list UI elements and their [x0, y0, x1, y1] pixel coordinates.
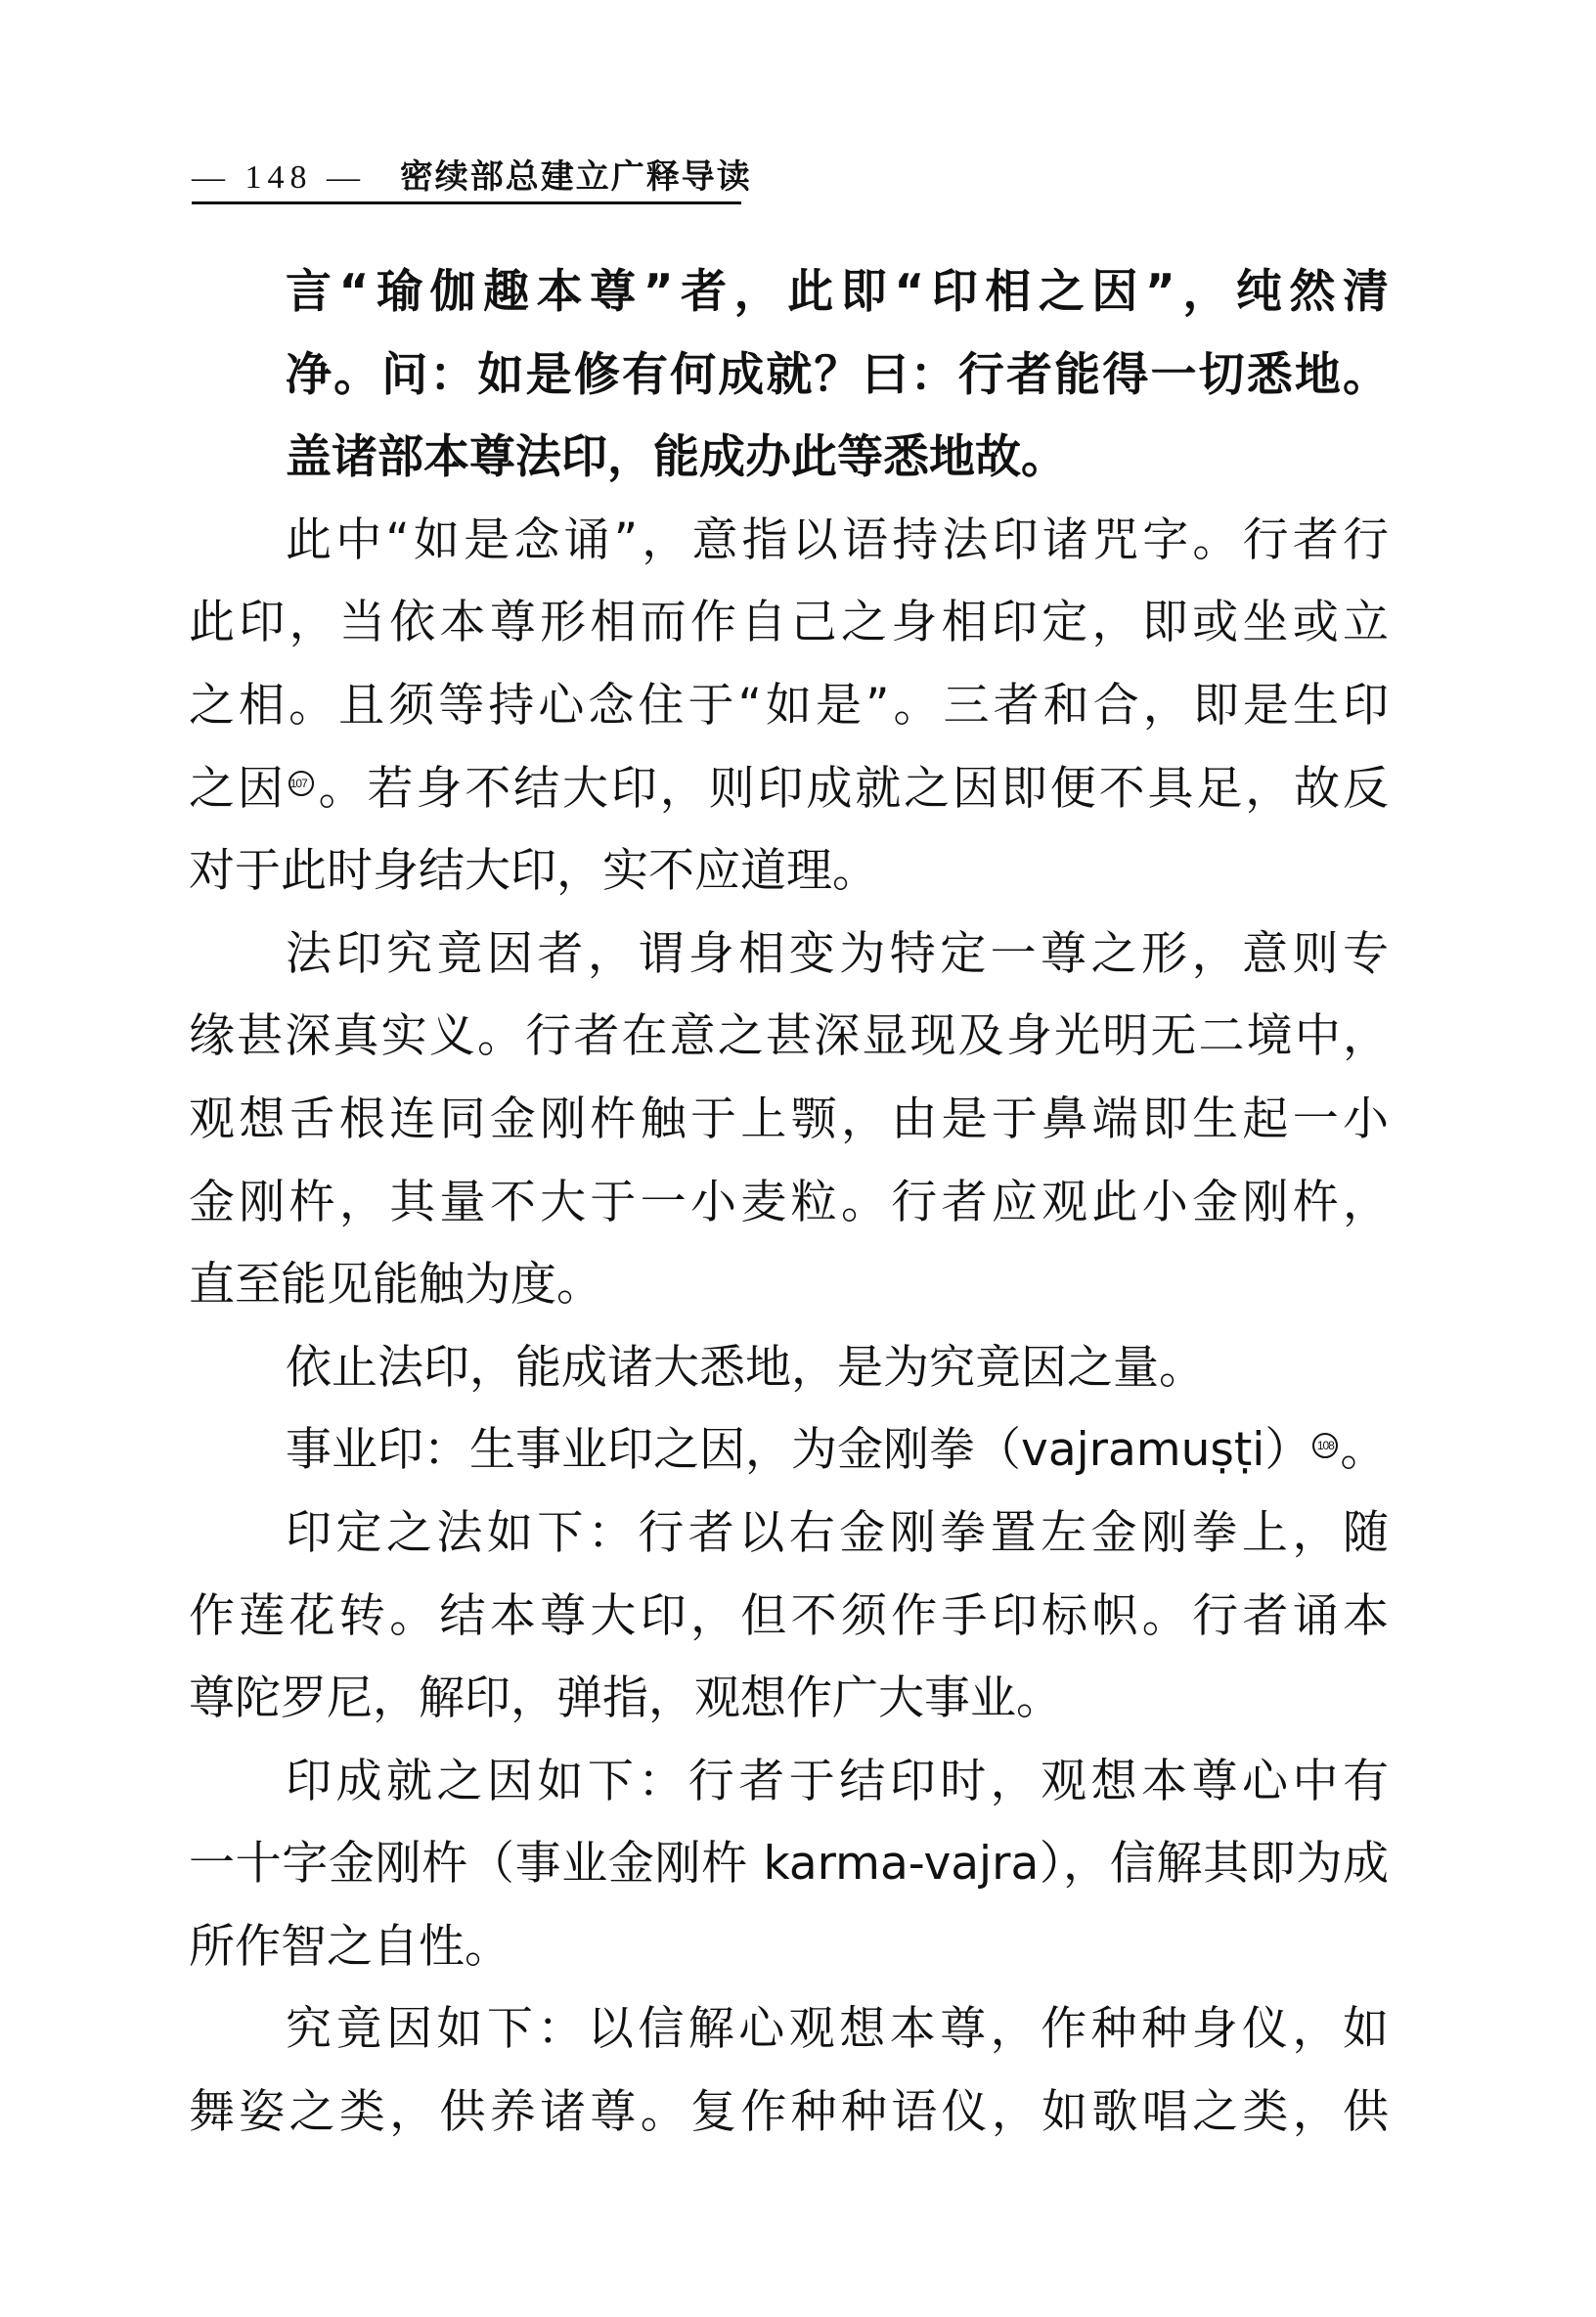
line-text: 缘甚深真实义。行者在意之甚深显现及身光明无二境中，: [189, 1009, 1389, 1064]
line-text: 尊陀罗尼，解印，弹指，观想作广大事业。: [189, 1671, 1062, 1726]
line-text: 究竟因如下：以信解心观想本尊，作种种身仪，如: [286, 2002, 1389, 2057]
footnote-marker[interactable]: 107: [288, 771, 314, 796]
line-text: 金刚杵，其量不大于一小麦粒。行者应观此小金刚杵，: [189, 1175, 1389, 1229]
text-line: [189, 1493, 1389, 1576]
text-line: [189, 830, 1389, 913]
line-text: 此中“如是念诵”，意指以语持法印诸咒字。行者行: [286, 512, 1389, 567]
text-line: [189, 1988, 1389, 2072]
line-text: 法印究竟因者，谓身相变为特定一尊之形，意则专: [286, 926, 1389, 981]
page-number: — 148 —: [192, 159, 366, 196]
line-text: 一十字金刚杵（事业金刚杵 karma-vajra），信解其即为成: [189, 1837, 1389, 1892]
line-text: 直至能见能触为度。: [189, 1258, 602, 1313]
line-text: 此印，当依本尊形相而作自己之身相印定，即或坐或立: [189, 596, 1389, 650]
line-text: 作莲花转。结本尊大印，但不须作手印标帜。行者诵本: [189, 1588, 1389, 1643]
body-text: [189, 251, 1389, 2155]
text-line: [189, 500, 1389, 583]
text-line: [189, 913, 1389, 997]
text-line: [189, 582, 1389, 665]
text-line: [189, 748, 1389, 831]
text-line: [189, 251, 1389, 334]
line-text: 盖诸部本尊法印，能成办此等悉地故。: [286, 430, 1067, 485]
text-line: [189, 1409, 1389, 1493]
line-text-continued: 。若身不结大印，则印成就之因即便不具足，故反: [315, 761, 1389, 816]
line-text: 印定之法如下：行者以右金刚拳置左金刚拳上，随: [286, 1505, 1389, 1560]
line-text: 之因: [189, 761, 287, 816]
line-text: 印成就之因如下：行者于结印时，观想本尊心中有: [286, 1754, 1389, 1808]
book-title: 密续部总建立广释导读: [399, 157, 752, 197]
text-line: [189, 2072, 1389, 2155]
text-line: [189, 334, 1389, 418]
footnote-marker[interactable]: 108: [1312, 1433, 1338, 1458]
line-text: 言“瑜伽趣本尊”者，此即“印相之因”，纯然清: [286, 265, 1389, 319]
text-line: [189, 1327, 1389, 1410]
line-text: 依止法印，能成诸大悉地，是为究竟因之量。: [286, 1340, 1205, 1395]
text-line: [189, 665, 1389, 748]
text-line: [189, 1576, 1389, 1659]
text-line: [189, 1079, 1389, 1162]
line-text: 观想舌根连同金刚杵触于上颚，由是于鼻端即生起一小: [189, 1092, 1389, 1146]
text-line: [189, 1244, 1389, 1327]
text-line: [189, 1658, 1389, 1741]
text-line: [189, 1162, 1389, 1245]
line-text: 舞姿之类，供养诸尊。复作种种语仪，如歌唱之类，供: [189, 2085, 1389, 2140]
line-text: 所作智之自性。: [189, 1919, 510, 1974]
text-line: [189, 1823, 1389, 1906]
text-line: [189, 996, 1389, 1079]
text-line: [189, 1741, 1389, 1824]
line-text: 净。问：如是修有何成就？曰：行者能得一切悉地。: [286, 347, 1389, 402]
line-text-continued: 。: [1340, 1423, 1387, 1478]
text-line: [189, 417, 1389, 500]
line-text: 事业印：生事业印之因，为金刚拳（vajramuṣṭi）: [286, 1423, 1311, 1478]
line-text: 对于此时身结大印，实不应道理。: [189, 844, 878, 899]
text-line: [189, 1906, 1389, 1989]
running-header: [192, 156, 752, 204]
line-text: 之相。且须等持心念住于“如是”。三者和合，即是生印: [189, 678, 1389, 733]
